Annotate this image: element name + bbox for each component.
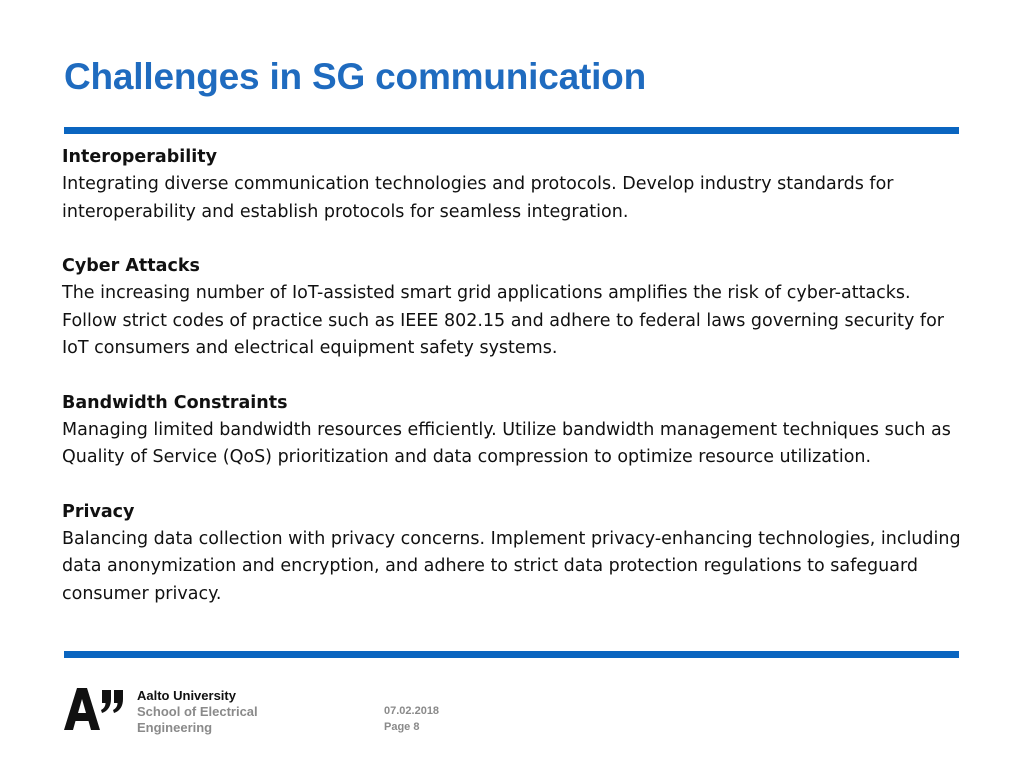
section-bandwidth-constraints — [62, 390, 962, 472]
slide-date: 07.02.2018 — [384, 705, 440, 717]
university-name — [137, 688, 258, 736]
bottom-divider — [64, 651, 959, 658]
content-body — [62, 144, 962, 635]
section-privacy — [62, 499, 962, 608]
university-line-1: Aalto University — [137, 688, 236, 703]
slide-meta — [384, 703, 439, 735]
slide-title: Challenges in SG communication — [64, 56, 646, 97]
section-heading: Interoperability — [62, 147, 217, 167]
aalto-logo-icon — [64, 688, 126, 730]
university-line-2: School of Electrical — [137, 704, 258, 719]
section-heading: Cyber Attacks — [62, 256, 200, 277]
section-text: Balancing data collection with privacy concerns. Implement privacy-enhancing technologies, including data anonymization and encryption, and adhere to strict data protection regulations to safeguard consumer privacy. — [62, 529, 961, 604]
section-text: Integrating diverse communication technologies and protocols. Develop industry standards for interoperability and establish protocols for seamless integration. — [62, 174, 894, 222]
top-divider — [64, 127, 959, 134]
page-number: Page 8 — [384, 721, 420, 733]
section-heading: Bandwidth Constraints — [62, 392, 288, 413]
section-heading: Privacy — [62, 501, 135, 522]
section-cyber-attacks — [62, 253, 962, 362]
section-interoperability — [62, 144, 962, 226]
university-line-3: Engineering — [137, 720, 213, 735]
section-text: The increasing number of IoT-assisted smart grid applications amplifies the risk of cyber-attacks. Follow strict codes of practice such as IEEE 802.15 and adhere to federal laws governing security for IoT consumers and electrical equipment safety systems. — [62, 283, 944, 359]
section-text: Managing limited bandwidth resources efficiently. Utilize bandwidth management techniques such as Quality of Service (QoS) prioritization and data compression to optimize resource utilization. — [62, 419, 951, 468]
